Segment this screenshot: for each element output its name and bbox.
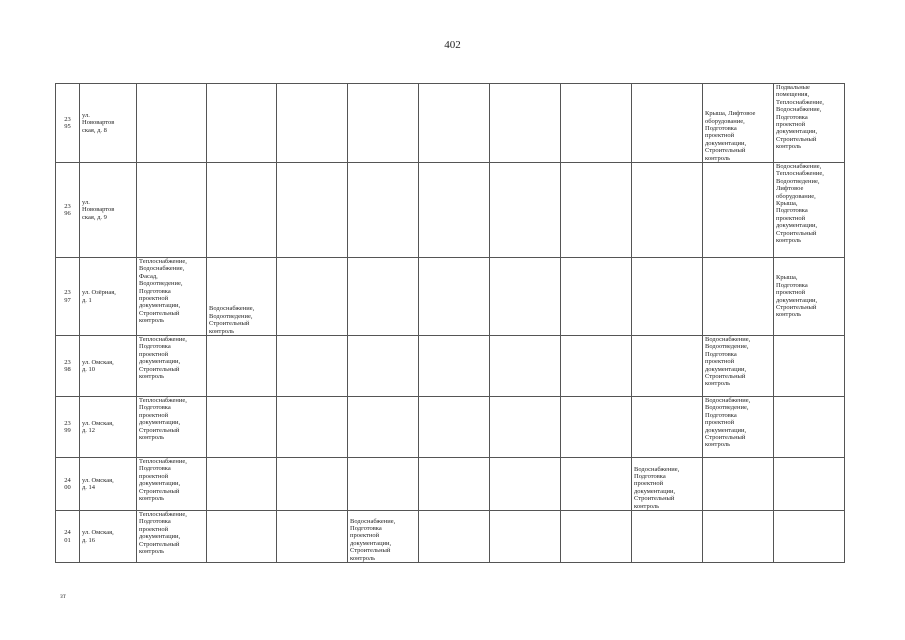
cell-line: Водоотведение, xyxy=(209,312,253,320)
cell-line: документации, xyxy=(776,222,818,230)
cell-line: Водоотведение, xyxy=(705,404,749,412)
work-cell-col-9 xyxy=(703,511,774,563)
cell-line: проектной xyxy=(705,419,735,427)
cell-line: Подготовка xyxy=(139,465,171,473)
work-cell-col-6 xyxy=(490,84,561,163)
work-cell-col-1 xyxy=(137,258,207,336)
work-cell-col-1 xyxy=(137,397,207,458)
work-cell-col-10 xyxy=(774,84,845,163)
cell-line: документации, xyxy=(139,419,181,427)
address-cell xyxy=(80,163,137,258)
work-cell-col-9 xyxy=(703,336,774,397)
cell-line: Строительный xyxy=(776,135,817,143)
cell-line: контроль xyxy=(139,434,165,442)
address-cell xyxy=(80,511,137,563)
cell-line: 23 xyxy=(64,202,71,210)
cell-line: 01 xyxy=(64,536,71,544)
cell-line: ул. Омская, xyxy=(82,529,114,537)
address-cell xyxy=(80,397,137,458)
work-cell-col-7 xyxy=(561,163,632,258)
work-cell-col-8 xyxy=(632,511,703,563)
cell-line: 95 xyxy=(64,123,71,130)
cell-line: Подготовка xyxy=(705,350,737,358)
cell-line: ская, д. 9 xyxy=(82,213,107,221)
cell-line: Строительный xyxy=(139,309,180,317)
work-cell-col-8 xyxy=(632,84,703,163)
cell-line: 23 xyxy=(64,289,71,297)
cell-line: Строительный xyxy=(634,495,675,503)
table-row xyxy=(56,336,845,397)
cell-line: 98 xyxy=(64,366,71,373)
cell-line: контроль xyxy=(139,548,165,556)
cell-line: контроль xyxy=(209,327,235,335)
work-cell-col-1 xyxy=(137,511,207,563)
work-cell-col-6 xyxy=(490,511,561,563)
work-cell-col-2 xyxy=(207,397,277,458)
cell-line: документации, xyxy=(705,426,747,434)
cell-line: Крыша, xyxy=(776,274,798,282)
row-number-cell xyxy=(56,458,80,511)
cell-line: д. 16 xyxy=(82,536,96,544)
cell-line: 23 xyxy=(64,115,71,123)
cell-line: 00 xyxy=(64,484,71,491)
cell-line: Водоснабжение, xyxy=(705,397,751,404)
work-cell-col-4 xyxy=(348,336,419,397)
cell-line: контроль xyxy=(705,380,731,388)
work-cell-col-7 xyxy=(561,258,632,336)
work-cell-col-2 xyxy=(207,163,277,258)
work-cell-col-9 xyxy=(703,458,774,511)
cell-line: контроль xyxy=(350,554,376,562)
cell-line: помещения, xyxy=(776,91,810,99)
cell-line: Теплоснабжение, xyxy=(139,511,187,518)
table-row xyxy=(56,163,845,258)
work-cell-col-4 xyxy=(348,163,419,258)
cell-line: проектной xyxy=(139,350,169,358)
cell-line: Подготовка xyxy=(776,281,808,289)
cell-line: документации, xyxy=(139,480,181,488)
cell-line: Подготовка xyxy=(139,404,171,412)
work-cell-col-9 xyxy=(703,397,774,458)
cell-line: документации, xyxy=(776,128,818,136)
cell-line: 23 xyxy=(64,419,71,427)
cell-line: проектной xyxy=(139,411,169,419)
cell-line: Строительный xyxy=(139,487,180,495)
work-cell-col-2 xyxy=(207,458,277,511)
work-cell-col-7 xyxy=(561,397,632,458)
work-cell-col-6 xyxy=(490,336,561,397)
cell-line: 97 xyxy=(64,296,71,304)
cell-line: оборудование, xyxy=(705,117,745,125)
row-number-cell xyxy=(56,336,80,397)
cell-line: Теплоснабжение, xyxy=(776,170,824,178)
address-cell xyxy=(80,258,137,336)
work-cell-col-8 xyxy=(632,163,703,258)
work-cell-col-7 xyxy=(561,336,632,397)
cell-line: Строительный xyxy=(705,373,746,381)
cell-line: проектной xyxy=(776,214,806,222)
row-number-cell xyxy=(56,163,80,258)
cell-line: ская, д. 8 xyxy=(82,126,107,134)
cell-line: Теплоснабжение, xyxy=(139,397,187,404)
cell-line: Строительный xyxy=(139,365,180,373)
work-cell-col-5 xyxy=(419,258,490,336)
cell-line: Подвальные xyxy=(776,84,810,91)
work-cell-col-4 xyxy=(348,258,419,336)
cell-line: документации, xyxy=(776,296,818,304)
work-cell-col-3 xyxy=(277,336,348,397)
cell-line: документации, xyxy=(139,302,181,310)
cell-line: документации, xyxy=(350,539,392,547)
page-number: 402 xyxy=(444,39,461,51)
address-cell xyxy=(80,336,137,397)
cell-line: документации, xyxy=(139,533,181,541)
work-cell-col-6 xyxy=(490,458,561,511)
cell-line: Строительный xyxy=(776,303,817,311)
cell-line: Подготовка xyxy=(705,411,737,419)
row-number-cell xyxy=(56,84,80,163)
work-cell-col-4 xyxy=(348,458,419,511)
work-cell-col-10 xyxy=(774,397,845,458)
work-cell-col-6 xyxy=(490,397,561,458)
cell-line: документации, xyxy=(705,365,747,373)
cell-line: Теплоснабжение, xyxy=(776,98,824,106)
work-cell-col-3 xyxy=(277,458,348,511)
work-cell-col-2 xyxy=(207,258,277,336)
cell-line: Водоотведение, xyxy=(705,343,749,351)
cell-line: Теплоснабжение, xyxy=(139,336,187,343)
cell-line: Водоотведение, xyxy=(139,280,183,288)
cell-line: д. 10 xyxy=(82,366,96,373)
work-cell-col-1 xyxy=(137,336,207,397)
work-cell-col-1 xyxy=(137,458,207,511)
cell-line: д. 1 xyxy=(82,296,92,304)
cell-line: проектной xyxy=(139,295,169,303)
cell-line: Строительный xyxy=(705,434,746,442)
work-cell-col-10 xyxy=(774,336,845,397)
cell-line: контроль xyxy=(634,502,660,510)
work-cell-col-9 xyxy=(703,163,774,258)
work-cell-col-9 xyxy=(703,84,774,163)
table-row xyxy=(56,258,845,336)
cell-line: Строительный xyxy=(139,540,180,548)
cell-line: Водоснабжение, xyxy=(776,106,822,114)
table-row xyxy=(56,511,845,563)
work-cell-col-9 xyxy=(703,258,774,336)
cell-line: контроль xyxy=(139,317,165,325)
cell-line: д. 14 xyxy=(82,484,96,491)
cell-line: Теплоснабжение, xyxy=(139,258,187,265)
work-cell-col-8 xyxy=(632,458,703,511)
cell-line: контроль xyxy=(776,237,802,245)
cell-line: контроль xyxy=(776,311,802,319)
work-cell-col-5 xyxy=(419,84,490,163)
cell-line: проектной xyxy=(776,289,806,297)
address-cell xyxy=(80,458,137,511)
row-number-cell xyxy=(56,511,80,563)
cell-line: документации, xyxy=(705,139,747,147)
cell-line: 24 xyxy=(64,529,71,537)
cell-line: 24 xyxy=(64,476,71,484)
work-cell-col-10 xyxy=(774,458,845,511)
work-cell-col-8 xyxy=(632,397,703,458)
work-cell-col-7 xyxy=(561,458,632,511)
cell-line: Подготовка xyxy=(350,524,382,532)
cell-line: контроль xyxy=(139,495,165,503)
work-cell-col-5 xyxy=(419,336,490,397)
cell-line: Подготовка xyxy=(139,343,171,351)
cell-line: ул. xyxy=(82,111,90,119)
cell-line: 23 xyxy=(64,358,71,366)
work-cell-col-5 xyxy=(419,397,490,458)
cell-line: Водоснабжение, xyxy=(350,517,396,525)
work-cell-col-7 xyxy=(561,84,632,163)
cell-line: Строительный xyxy=(350,547,391,555)
work-cell-col-1 xyxy=(137,84,207,163)
cell-line: ул. Омская, xyxy=(82,419,114,427)
cell-line: Подготовка xyxy=(139,287,171,295)
cell-line: Водоснабжение, xyxy=(776,163,822,170)
table-row xyxy=(56,84,845,163)
work-cell-col-1 xyxy=(137,163,207,258)
cell-line: 99 xyxy=(64,427,71,434)
address-cell xyxy=(80,84,137,163)
work-cell-col-10 xyxy=(774,163,845,258)
table-row xyxy=(56,397,845,458)
work-cell-col-8 xyxy=(632,336,703,397)
work-cell-col-3 xyxy=(277,397,348,458)
work-cell-col-5 xyxy=(419,163,490,258)
cell-line: контроль xyxy=(139,373,165,381)
work-cell-col-3 xyxy=(277,258,348,336)
footer-mark: зт xyxy=(60,592,66,600)
cell-line: документации, xyxy=(139,358,181,366)
work-cell-col-4 xyxy=(348,397,419,458)
cell-line: контроль xyxy=(776,143,802,151)
cell-line: ул. xyxy=(82,198,90,206)
cell-line: 96 xyxy=(64,210,71,217)
cell-line: Фасад, xyxy=(139,272,158,280)
work-cell-col-10 xyxy=(774,258,845,336)
cell-line: Крыша, xyxy=(776,200,798,208)
cell-line: ул. Омская, xyxy=(82,358,114,366)
work-cell-col-7 xyxy=(561,511,632,563)
cell-line: проектной xyxy=(634,480,664,488)
cell-line: Водоснабжение, xyxy=(139,265,185,273)
cell-line: проектной xyxy=(350,532,380,540)
cell-line: Водоотведение, xyxy=(776,177,820,185)
cell-line: Подготовка xyxy=(705,124,737,132)
cell-line: Нововартов xyxy=(82,119,115,127)
work-cell-col-3 xyxy=(277,511,348,563)
repair-schedule-table xyxy=(55,83,845,563)
cell-line: Строительный xyxy=(139,426,180,434)
work-cell-col-2 xyxy=(207,336,277,397)
work-cell-col-3 xyxy=(277,163,348,258)
cell-line: Водоснабжение, xyxy=(705,336,751,343)
work-cell-col-6 xyxy=(490,258,561,336)
cell-line: Теплоснабжение, xyxy=(139,458,187,465)
row-number-cell xyxy=(56,258,80,336)
row-number-cell xyxy=(56,397,80,458)
cell-line: документации, xyxy=(634,487,676,495)
cell-line: Строительный xyxy=(209,320,250,328)
cell-line: Подготовка xyxy=(776,207,808,215)
cell-line: Нововартов xyxy=(82,206,115,214)
work-cell-col-5 xyxy=(419,458,490,511)
cell-line: Подготовка xyxy=(139,518,171,526)
cell-line: д. 12 xyxy=(82,427,96,434)
table-row xyxy=(56,458,845,511)
cell-line: проектной xyxy=(705,358,735,366)
cell-line: контроль xyxy=(705,154,731,162)
cell-line: Водоснабжение, xyxy=(634,465,680,473)
cell-line: Подготовка xyxy=(776,113,808,121)
cell-line: контроль xyxy=(705,441,731,449)
cell-line: Водоснабжение, xyxy=(209,305,255,313)
work-cell-col-6 xyxy=(490,163,561,258)
work-cell-col-5 xyxy=(419,511,490,563)
cell-line: проектной xyxy=(139,472,169,480)
cell-line: проектной xyxy=(705,132,735,140)
cell-line: оборудование, xyxy=(776,192,816,200)
work-cell-col-4 xyxy=(348,511,419,563)
work-cell-col-2 xyxy=(207,84,277,163)
work-cell-col-4 xyxy=(348,84,419,163)
cell-line: проектной xyxy=(139,525,169,533)
cell-line: ул. Омская, xyxy=(82,476,114,484)
cell-line: Лифтовое xyxy=(776,185,804,193)
cell-line: Строительный xyxy=(776,229,817,237)
work-cell-col-10 xyxy=(774,511,845,563)
cell-line: Строительный xyxy=(705,147,746,155)
work-cell-col-8 xyxy=(632,258,703,336)
cell-line: Крыша, Лифтовое xyxy=(705,110,756,118)
cell-line: проектной xyxy=(776,121,806,129)
cell-line: Подготовка xyxy=(634,472,666,480)
work-cell-col-3 xyxy=(277,84,348,163)
cell-line: ул. Озёрная, xyxy=(82,289,116,297)
work-cell-col-2 xyxy=(207,511,277,563)
